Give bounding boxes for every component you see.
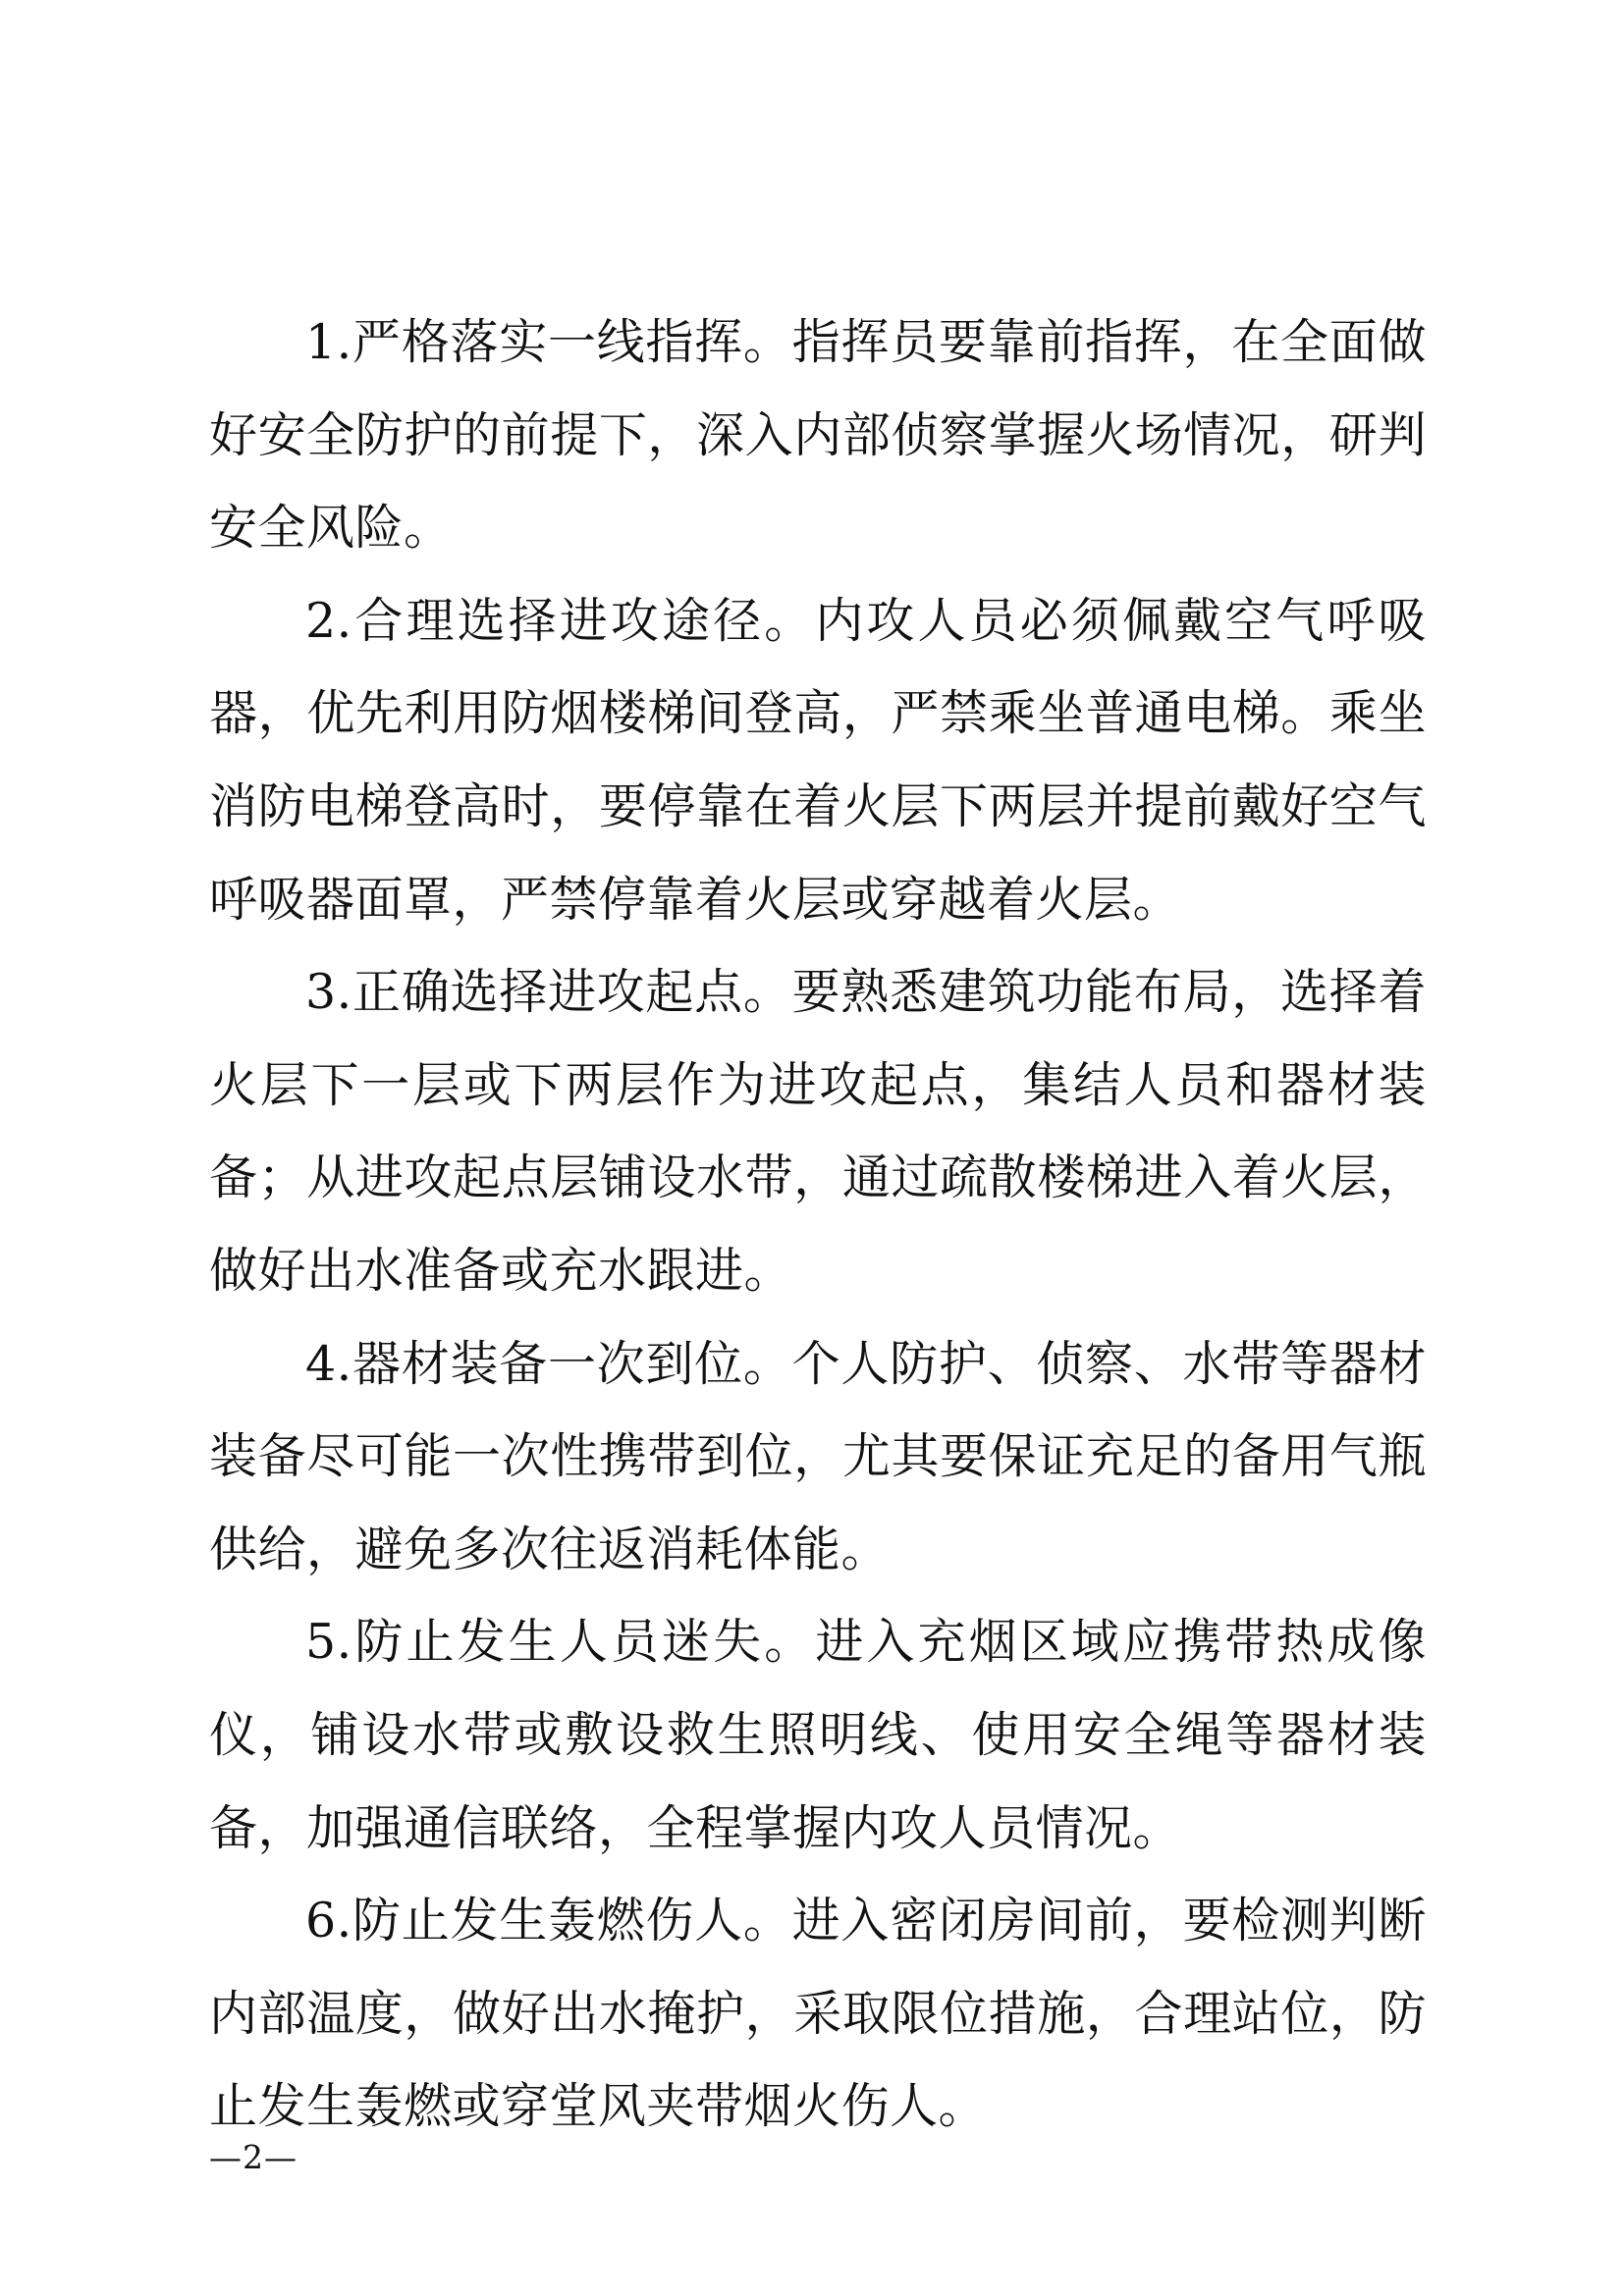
- paragraph-3: 3.正确选择进攻起点。要熟悉建筑功能布局，选择着火层下一层或下两层作为进攻起点，集结人员和器材装备；从进攻起点层铺设水带，通过疏散楼梯进入着火层，做好出水准备或充水跟进。: [209, 964, 1427, 1299]
- document-body: [209, 296, 1427, 2154]
- paragraph-5: 5.防止发生人员迷失。进入充烟区域应携带热成像仪，铺设水带或敷设救生照明线、使用安全绳等器材装备，加强通信联络，全程掌握内攻人员情况。: [209, 1614, 1427, 1856]
- page-number: —2—: [209, 2138, 298, 2176]
- paragraph-2: 2.合理选择进攻途径。内攻人员必须佩戴空气呼吸器，优先利用防烟楼梯间登高，严禁乘坐普通电梯。乘坐消防电梯登高时，要停靠在着火层下两层并提前戴好空气呼吸器面罩，严禁停靠着火层或穿越着火层。: [209, 592, 1427, 928]
- paragraph-4: 4.器材装备一次到位。个人防护、侦察、水带等器材装备尽可能一次性携带到位，尤其要保证充足的备用气瓶供给，避免多次往返消耗体能。: [209, 1335, 1427, 1577]
- paragraph-1: 1.严格落实一线指挥。指挥员要靠前指挥，在全面做好安全防护的前提下，深入内部侦察掌握火场情况，研判安全风险。: [209, 314, 1427, 557]
- paragraph-6: 6.防止发生轰燃伤人。进入密闭房间前，要检测判断内部温度，做好出水掩护，采取限位措施，合理站位，防止发生轰燃或穿堂风夹带烟火伤人。: [209, 1893, 1427, 2135]
